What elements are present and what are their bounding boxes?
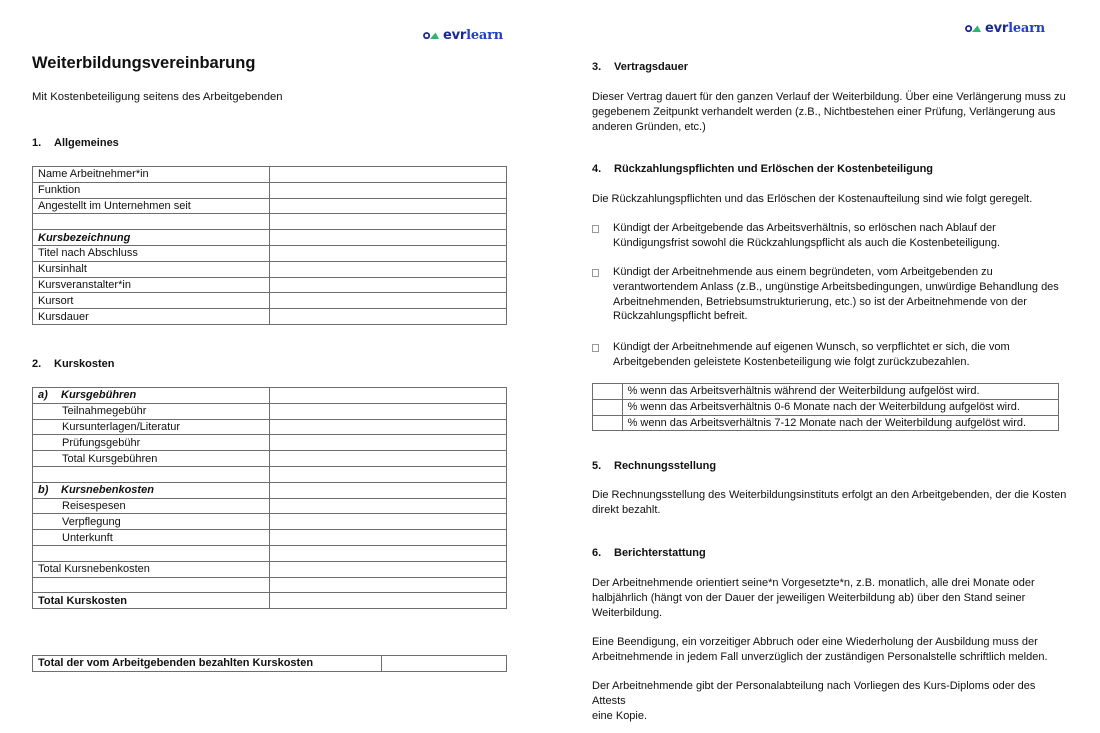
table-row <box>33 167 507 183</box>
row-label: Total der vom Arbeitgebenden bezahlten Kurskosten <box>33 656 382 672</box>
employee-name-field[interactable] <box>269 167 506 183</box>
table-row <box>33 182 507 198</box>
row-label: Kursveranstalter*in <box>33 277 270 293</box>
evrlearn-logo <box>423 28 503 43</box>
table-row <box>33 482 507 498</box>
text-line: Rückzahlungspflicht befreit. <box>613 310 748 323</box>
row-label: Teilnahmegebühr <box>33 403 270 419</box>
row-label: Kursunterlagen/Literatur <box>33 419 270 435</box>
section-title: Allgemeines <box>54 137 119 149</box>
table-row <box>33 403 507 419</box>
percent-field[interactable] <box>593 399 623 415</box>
table-row <box>33 230 507 246</box>
course-location-field[interactable] <box>269 293 506 309</box>
table-row <box>33 435 507 451</box>
reporting-paragraph-1 <box>592 576 1070 620</box>
empty-cell <box>33 545 270 561</box>
course-content-field[interactable] <box>269 261 506 277</box>
table-row <box>33 577 507 593</box>
section-title: Rückzahlungspflichten und Erlöschen der Kostenbeteiligung <box>614 163 934 175</box>
document-title: Weiterbildungsvereinbarung <box>32 54 256 72</box>
course-provider-field[interactable] <box>269 277 506 293</box>
text-line: eine Kopie. <box>592 709 648 722</box>
section-number: 2. <box>32 358 42 370</box>
materials-fee-field[interactable] <box>269 419 506 435</box>
table-row <box>33 198 507 214</box>
group-label-a <box>33 388 270 404</box>
section-title: Kurskosten <box>54 358 115 370</box>
repayment-percent-table <box>592 383 1059 431</box>
total-course-costs-field[interactable] <box>269 593 506 609</box>
empty-field[interactable] <box>269 214 506 230</box>
table-row <box>33 309 507 325</box>
document-page-right <box>550 0 1100 733</box>
section-number: 3. <box>592 61 602 73</box>
total-fees-field[interactable] <box>269 451 506 467</box>
section-heading-rueckzahlung <box>592 163 933 175</box>
row-label: Angestellt im Unternehmen seit <box>33 198 270 214</box>
table-row <box>33 498 507 514</box>
course-duration-field[interactable] <box>269 309 506 325</box>
accommodation-field[interactable] <box>269 530 506 546</box>
table-row <box>593 384 1059 400</box>
group-label-b <box>33 482 270 498</box>
participation-fee-field[interactable] <box>269 403 506 419</box>
logo-text-evr: evr <box>985 21 1009 36</box>
option-text <box>613 221 1000 251</box>
group-letter: a) <box>38 389 48 402</box>
table-row <box>33 245 507 261</box>
text-line: Dieser Vertrag dauert für den ganzen Verlauf der Weiterbildung. Über eine Verlängerung muss zu <box>592 91 1066 103</box>
row-label: Kursbezeichnung <box>33 230 270 246</box>
text-line: Die Rechnungsstellung des Weiterbildungsinstituts erfolgt an den Arbeitgebenden, der die Kosten <box>592 489 1067 501</box>
general-info-table <box>32 166 507 325</box>
logo-mark-icon <box>423 31 441 40</box>
course-costs-table <box>32 387 507 609</box>
text-line: Kündigt der Arbeitnehmende auf eigenen Wunsch, so verpflichtet er sich, die vom <box>613 341 1010 353</box>
table-row <box>33 214 507 230</box>
table-row <box>33 388 507 404</box>
text-line: Arbeitnehmenden, Betriebsumstrukturierung, etc.) so ist der Arbeitnehmende von der <box>613 295 1027 308</box>
section-number: 1. <box>32 137 42 149</box>
course-name-field[interactable] <box>269 230 506 246</box>
logo-mark-icon <box>965 24 983 33</box>
row-label: Total Kursnebenkosten <box>33 561 270 577</box>
percent-field[interactable] <box>593 384 623 400</box>
row-label: Unterkunft <box>33 530 270 546</box>
value-cell <box>269 388 506 404</box>
row-label: Name Arbeitnehmer*in <box>33 167 270 183</box>
text-line: Weiterbildung. <box>592 606 663 619</box>
text-line: direkt bezahlt. <box>592 503 661 516</box>
table-row <box>33 656 507 672</box>
group-letter: b) <box>38 484 49 497</box>
table-row <box>593 415 1059 431</box>
section-heading-kurskosten <box>32 358 115 370</box>
table-row <box>593 399 1059 415</box>
table-row <box>33 593 507 609</box>
travel-expenses-field[interactable] <box>269 498 506 514</box>
empty-cell <box>269 577 506 593</box>
option-text <box>613 265 1062 324</box>
table-row <box>33 545 507 561</box>
row-label: % wenn das Arbeitsverhältnis 7-12 Monate nach der Weiterbildung aufgelöst wird. <box>622 415 1058 431</box>
section-number: 5. <box>592 460 602 472</box>
option-own-request-termination[interactable] <box>592 340 1062 370</box>
section-title: Rechnungsstellung <box>614 460 717 472</box>
row-label: Prüfungsgebühr <box>33 435 270 451</box>
value-cell <box>269 482 506 498</box>
section-title: Berichterstattung <box>614 547 706 559</box>
row-label: Kursort <box>33 293 270 309</box>
text-line: Arbeitnehmende in jedem Fall unverzüglich der zuständigen Personalstelle schriftlich melden. <box>592 650 1048 663</box>
text-line: Arbeitgebenden geleistete Kostenbeteiligung wie folgt zurückzubezahlen. <box>613 355 970 368</box>
text-line: Eine Beendigung, ein vorzeitiger Abbruch oder eine Wiederholung der Ausbildung muss der <box>592 636 1038 648</box>
empty-cell <box>269 466 506 482</box>
document-subtitle: Mit Kostenbeteiligung seitens des Arbeitgebenden <box>32 91 283 103</box>
row-label <box>33 214 270 230</box>
text-line: Kündigungsfrist sowohl die Rückzahlungspflicht als auch die Kostenbeteiligung. <box>613 236 1001 249</box>
text-line: verantwortendem Anlass (z.B., ungünstige Arbeitsbedingungen, unwürdige Behandlung des <box>613 280 1059 293</box>
group-title: Kursgebühren <box>61 389 137 402</box>
row-label: Verpflegung <box>33 514 270 530</box>
row-label: Kursdauer <box>33 309 270 325</box>
section-number: 4. <box>592 163 602 175</box>
section-heading-allgemeines <box>32 137 119 149</box>
checkbox[interactable] <box>592 221 613 251</box>
table-row <box>33 419 507 435</box>
section-heading-berichterstattung <box>592 547 706 559</box>
section-heading-vertragsdauer <box>592 61 688 73</box>
logo-text-learn: learn <box>1008 21 1046 36</box>
degree-title-field[interactable] <box>269 245 506 261</box>
row-label: % wenn das Arbeitsverhältnis 0-6 Monate nach der Weiterbildung aufgelöst wird. <box>622 399 1058 415</box>
contract-duration-text <box>592 90 1070 134</box>
percent-field[interactable] <box>593 415 623 431</box>
empty-cell <box>33 577 270 593</box>
table-row <box>33 530 507 546</box>
table-row <box>33 277 507 293</box>
option-employer-termination[interactable] <box>592 221 1062 251</box>
row-label: Funktion <box>33 182 270 198</box>
row-label: Kursinhalt <box>33 261 270 277</box>
table-row <box>33 293 507 309</box>
row-label: Reisespesen <box>33 498 270 514</box>
empty-cell <box>33 466 270 482</box>
table-row <box>33 261 507 277</box>
logo-text-learn: learn <box>466 28 504 43</box>
employed-since-field[interactable] <box>269 198 506 214</box>
meals-field[interactable] <box>269 514 506 530</box>
table-row <box>33 514 507 530</box>
text-line: Der Arbeitnehmende gibt der Personalabteilung nach Vorliegen des Kurs-Diploms oder des Attests <box>592 680 1036 707</box>
evrlearn-logo <box>965 21 1045 36</box>
table-row <box>33 466 507 482</box>
logo-text-evr: evr <box>443 28 467 43</box>
repayment-intro-text: Die Rückzahlungspflichten und das Erlöschen der Kostenaufteilung sind wie folgt geregelt. <box>592 193 1033 205</box>
checkbox[interactable] <box>592 340 613 370</box>
text-line: Der Arbeitnehmende orientiert seine*n Vorgesetzte*n, z.B. monatlich, alle drei Monate oder <box>592 577 1035 589</box>
row-label: Total Kursgebühren <box>33 451 270 467</box>
exam-fee-field[interactable] <box>269 435 506 451</box>
group-title: Kursnebenkosten <box>61 484 154 497</box>
total-ancillary-costs-field[interactable] <box>269 561 506 577</box>
section-number: 6. <box>592 547 602 559</box>
employer-paid-total-field[interactable] <box>381 656 506 672</box>
table-row <box>33 561 507 577</box>
checkbox[interactable] <box>592 265 613 324</box>
reporting-paragraph-2 <box>592 635 1070 665</box>
text-line: Kündigt der Arbeitgebende das Arbeitsverhältnis, so erlöschen nach Ablauf der <box>613 222 996 234</box>
option-justified-termination[interactable] <box>592 265 1062 324</box>
option-text <box>613 340 1010 370</box>
function-field[interactable] <box>269 182 506 198</box>
text-line: anderen Gründen, etc.) <box>592 120 706 133</box>
table-row <box>33 451 507 467</box>
text-line: halbjährlich (hängt von der Dauer der jeweiligen Weiterbildung ab) über den Stand seiner <box>592 591 1026 604</box>
text-line: gegebenem Zeitpunkt verhandelt werden (z.B., Nichtbestehen einer Prüfung, Verlängerung aus <box>592 105 1056 118</box>
text-line: Kündigt der Arbeitnehmende aus einem begründeten, vom Arbeitgebenden zu <box>613 266 993 278</box>
row-label: Total Kurskosten <box>33 593 270 609</box>
empty-cell <box>269 545 506 561</box>
reporting-paragraph-3 <box>592 679 1070 723</box>
section-title: Vertragsdauer <box>614 61 688 73</box>
row-label: % wenn das Arbeitsverhältnis während der Weiterbildung aufgelöst wird. <box>622 384 1058 400</box>
section-heading-rechnungsstellung <box>592 460 716 472</box>
employer-total-table <box>32 655 507 672</box>
row-label: Titel nach Abschluss <box>33 245 270 261</box>
invoicing-text <box>592 488 1070 518</box>
